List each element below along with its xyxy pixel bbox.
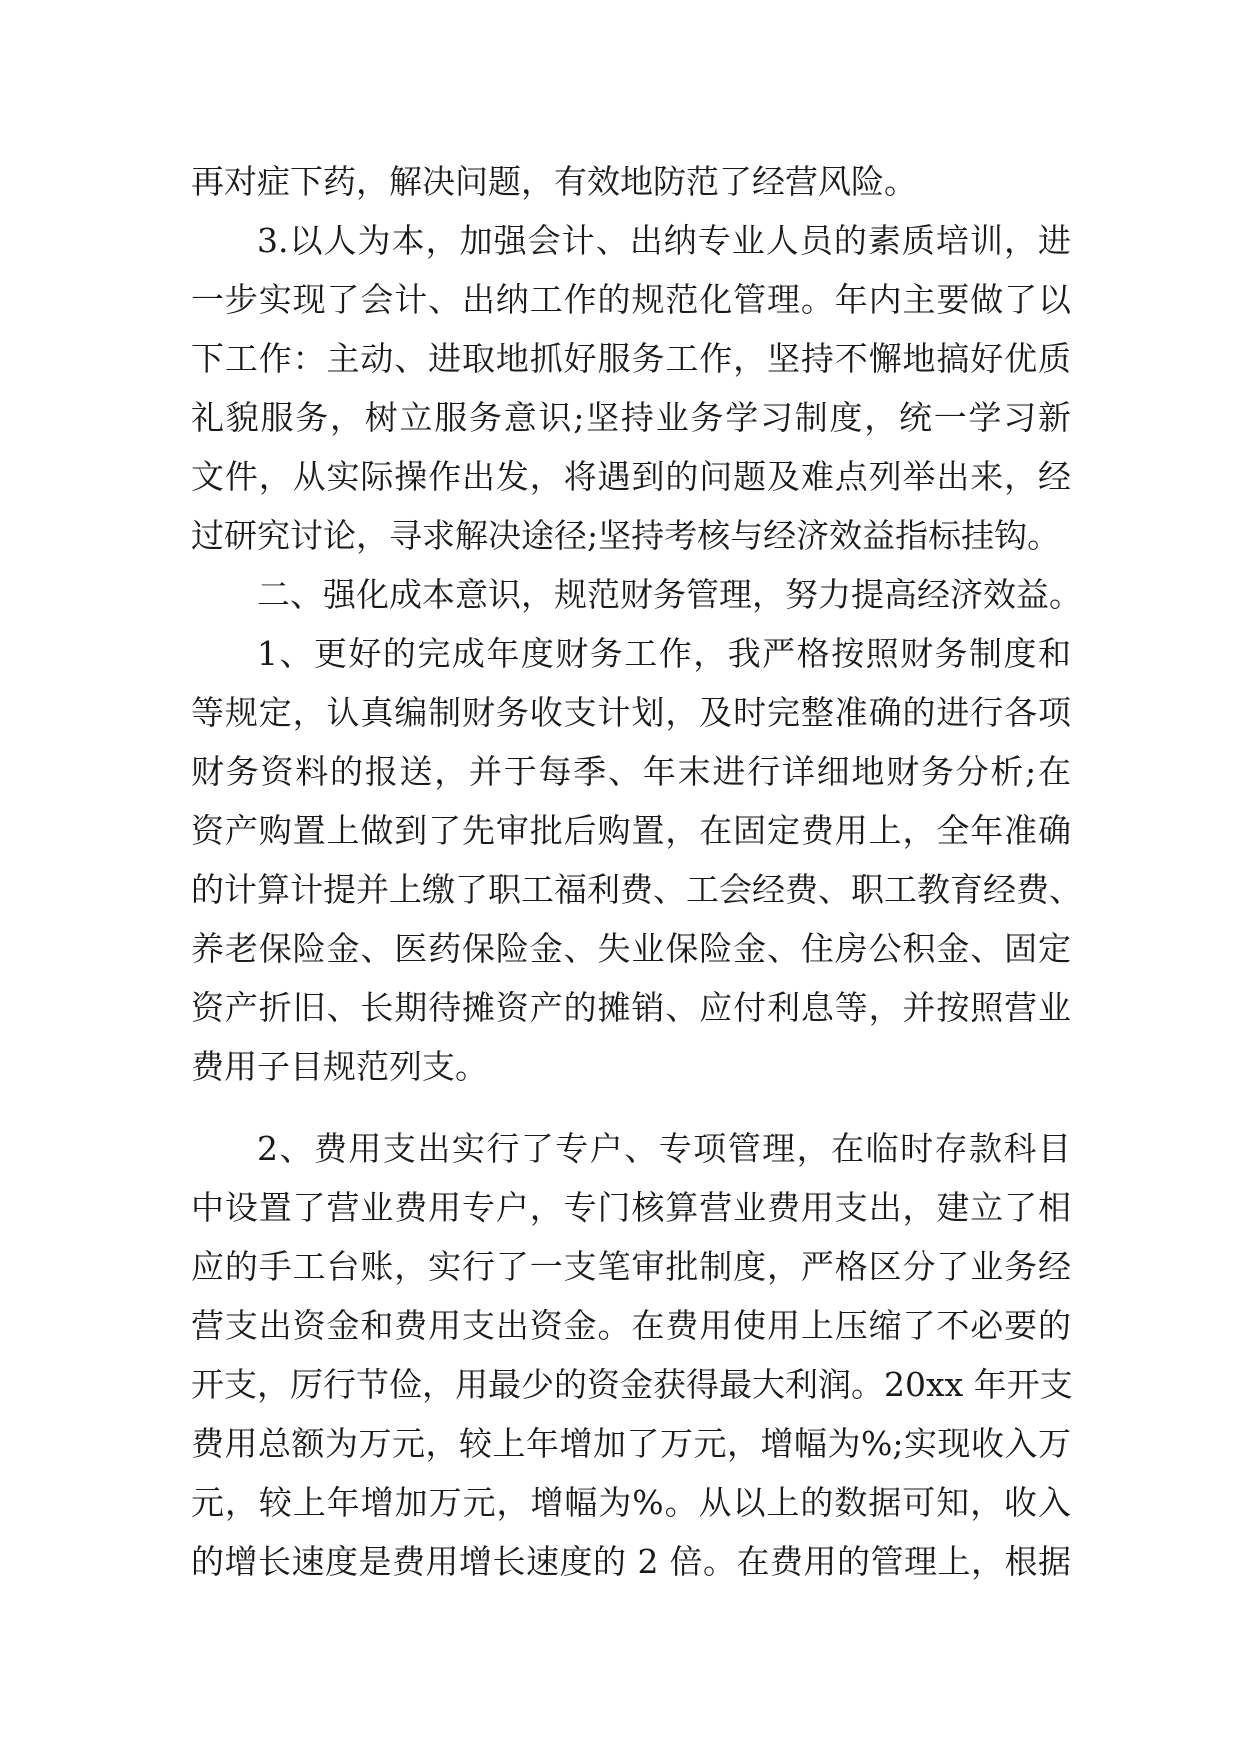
text-line: 文件，从实际操作出发，将遇到的问题及难点列举出来，经 — [191, 457, 1071, 496]
text-line: 养老保险金、医药保险金、失业保险金、住房公积金、固定 — [191, 929, 1071, 968]
text-line: 营支出资金和费用支出资金。在费用使用上压缩了不必要的 — [191, 1306, 1071, 1345]
text-line: 3.以人为本，加强会计、出纳专业人员的素质培训，进 — [257, 221, 1071, 260]
text-line: 资产折旧、长期待摊资产的摊销、应付利息等，并按照营业 — [191, 988, 1071, 1027]
text-line: 的增长速度是费用增长速度的 2 倍。在费用的管理上，根据 — [191, 1542, 1071, 1581]
text-line: 下工作：主动、进取地抓好服务工作，坚持不懈地搞好优质 — [191, 339, 1071, 378]
text-line: 资产购置上做到了先审批后购置，在固定费用上，全年准确 — [191, 811, 1071, 850]
text-line: 费用子目规范列支。 — [191, 1047, 488, 1086]
text-line: 1、更好的完成年度财务工作，我严格按照财务制度和 — [257, 634, 1071, 673]
text-line: 中设置了营业费用专户，专门核算营业费用支出，建立了相 — [191, 1188, 1071, 1227]
text-line: 财务资料的报送，并于每季、年末进行详细地财务分析;在 — [191, 752, 1071, 791]
text-line: 的计算计提并上缴了职工福利费、工会经费、职工教育经费、 — [191, 870, 1082, 909]
text-line: 等规定，认真编制财务收支计划，及时完整准确的进行各项 — [191, 693, 1071, 732]
text-line: 再对症下药，解决问题，有效地防范了经营风险。 — [191, 162, 917, 201]
text-line: 开支，厉行节俭，用最少的资金获得最大利润。20xx 年开支 — [191, 1365, 1073, 1404]
document-body — [191, 152, 1082, 1591]
section-heading: 二、强化成本意识，规范财务管理，努力提高经济效益。 — [257, 575, 1082, 614]
text-line: 一步实现了会计、出纳工作的规范化管理。年内主要做了以 — [191, 280, 1071, 319]
paragraph-gap — [191, 1096, 1071, 1119]
text-line: 过研究讨论，寻求解决途径;坚持考核与经济效益指标挂钩。 — [191, 516, 1061, 555]
text-line: 礼貌服务，树立服务意识;坚持业务学习制度，统一学习新 — [191, 398, 1071, 437]
text-line: 2、费用支出实行了专户、专项管理，在临时存款科目 — [257, 1129, 1071, 1168]
text-line: 应的手工台账，实行了一支笔审批制度，严格区分了业务经 — [191, 1247, 1071, 1286]
text-line: 元，较上年增加万元，增幅为%。从以上的数据可知，收入 — [191, 1483, 1071, 1522]
text-line: 费用总额为万元，较上年增加了万元，增幅为%;实现收入万 — [191, 1424, 1071, 1463]
